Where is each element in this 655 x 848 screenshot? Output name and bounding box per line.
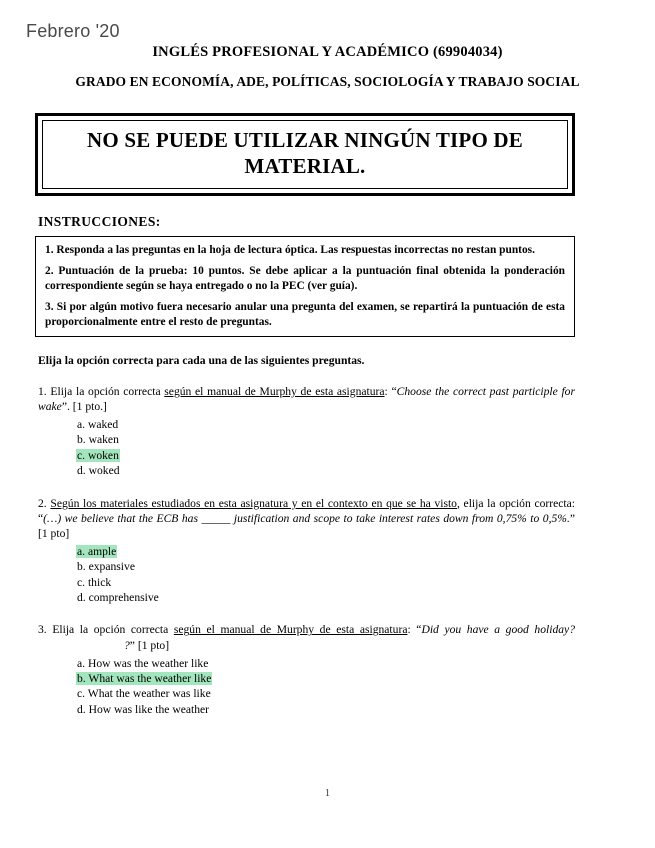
page-number: 1 xyxy=(325,788,330,799)
instructions-label: INSTRUCCIONES: xyxy=(38,214,161,230)
no-material-warning-inner xyxy=(42,120,568,189)
options-list-3 xyxy=(38,656,575,718)
options-list-1 xyxy=(38,417,575,479)
question-number: 2. xyxy=(38,496,47,510)
option-item-selected[interactable] xyxy=(76,544,575,559)
question-quote: Did you have a good holiday? xyxy=(421,623,576,637)
question-stem-prefix: Elija la opción correcta xyxy=(50,384,165,398)
question-stem-colon: : xyxy=(384,384,392,398)
course-title: INGLÉS PROFESIONAL Y ACADÉMICO (69904034) xyxy=(152,44,503,60)
question-number: 1. xyxy=(38,384,47,398)
option-label: woked xyxy=(88,464,120,478)
option-label: How was the weather like xyxy=(87,656,209,670)
option-item[interactable] xyxy=(76,575,575,590)
question-stem-prefix: Elija la opción correcta xyxy=(52,623,174,637)
question-number: 3. xyxy=(38,623,47,637)
instruction-item: 2. Puntuación de la prueba: 10 puntos. Se debe aplicar a la puntuación final obtenida la ponderación correspondiente según se haya entregado o no la PEC (ver guía). xyxy=(45,265,565,292)
question-points: [1 pto.] xyxy=(72,399,107,413)
instructions-box xyxy=(35,236,575,337)
quote-close: ”. xyxy=(61,399,73,413)
instruction-item: 1. Responda a las preguntas en la hoja de lectura óptica. Las respuestas incorrectas no restan puntos. xyxy=(45,244,535,257)
option-label: How was like the weather xyxy=(88,702,210,716)
option-letter: c. xyxy=(77,575,86,589)
option-letter: d. xyxy=(77,702,86,716)
question-stem-underlined: Según los materiales estudiados en esta asignatura y en el contexto en que se ha visto xyxy=(50,496,457,510)
question-quote: Choose the correct past participle for wake xyxy=(38,384,575,413)
quote-close: ” xyxy=(129,638,138,652)
option-letter: b. xyxy=(77,433,86,447)
question-points: [1 pto] xyxy=(137,638,170,652)
option-item[interactable] xyxy=(76,432,575,447)
option-item[interactable] xyxy=(76,656,575,671)
no-material-warning-box xyxy=(35,113,575,196)
option-letter: b. xyxy=(77,672,86,685)
question-stem-2 xyxy=(38,496,575,541)
option-letter: a. xyxy=(77,544,86,558)
option-letter: d. xyxy=(77,464,86,478)
option-letter: c. xyxy=(77,687,86,701)
option-item-selected[interactable] xyxy=(76,671,575,686)
quote-open: “ xyxy=(416,623,422,637)
option-item[interactable] xyxy=(76,463,575,478)
option-label: What was the weather like xyxy=(88,672,212,685)
option-letter: d. xyxy=(77,591,86,605)
option-label: thick xyxy=(87,575,112,589)
option-label: comprehensive xyxy=(88,591,159,605)
document-header xyxy=(0,0,655,91)
option-item[interactable] xyxy=(76,590,575,605)
option-letter: c. xyxy=(77,448,86,462)
option-label: woken xyxy=(87,448,119,462)
option-letter: a. xyxy=(77,418,86,432)
option-label: expansive xyxy=(88,560,135,574)
option-letter: a. xyxy=(77,656,86,670)
no-material-warning-text: NO SE PUEDE UTILIZAR NINGÚN TIPO DE MATERIAL. xyxy=(86,127,524,178)
question-stem-colon: : xyxy=(407,623,417,637)
question-stem-colon: , elija la opción correcta: xyxy=(456,496,575,510)
question-stem-3 xyxy=(38,622,575,652)
option-item-selected[interactable] xyxy=(76,448,575,463)
question-block-3 xyxy=(38,622,575,717)
questions-lead-in: Elija la opción correcta para cada una de las siguientes preguntas. xyxy=(38,353,365,367)
option-item[interactable] xyxy=(76,417,575,432)
question-block-1 xyxy=(38,384,575,479)
quote-open: “ xyxy=(38,511,44,525)
quote-open: “ xyxy=(391,384,397,398)
question-quote: (…) we believe that the ECB has _____ justification and scope to take interest rates down from 0,75% to 0,5%. xyxy=(43,511,570,525)
option-label: waked xyxy=(87,418,119,432)
options-list-2 xyxy=(38,544,575,606)
question-stem-underlined: según el manual de Murphy de esta asignatura xyxy=(173,623,408,637)
question-stem-underlined: según el manual de Murphy de esta asignatura xyxy=(164,384,385,398)
date-annotation: Febrero '20 xyxy=(26,21,120,41)
question-points: [1 pto] xyxy=(38,526,70,540)
option-item[interactable] xyxy=(76,702,575,717)
instruction-item: 3. Si por algún motivo fuera necesario anular una pregunta del examen, se repartirá la puntuación de esta proporcionalmente entre el resto de preguntas. xyxy=(45,301,565,328)
option-label: waken xyxy=(88,433,119,447)
question-block-2 xyxy=(38,496,575,606)
option-label: ample xyxy=(87,544,117,558)
option-item[interactable] xyxy=(76,559,575,574)
question-quote-tail: ? xyxy=(124,638,130,652)
option-item[interactable] xyxy=(76,686,575,701)
option-label: What the weather was like xyxy=(87,687,211,701)
question-stem-1 xyxy=(38,384,575,414)
option-letter: b. xyxy=(77,560,86,574)
quote-close: ” xyxy=(569,511,575,525)
degree-title: GRADO EN ECONOMÍA, ADE, POLÍTICAS, SOCIOLOGÍA Y TRABAJO SOCIAL xyxy=(75,73,580,89)
